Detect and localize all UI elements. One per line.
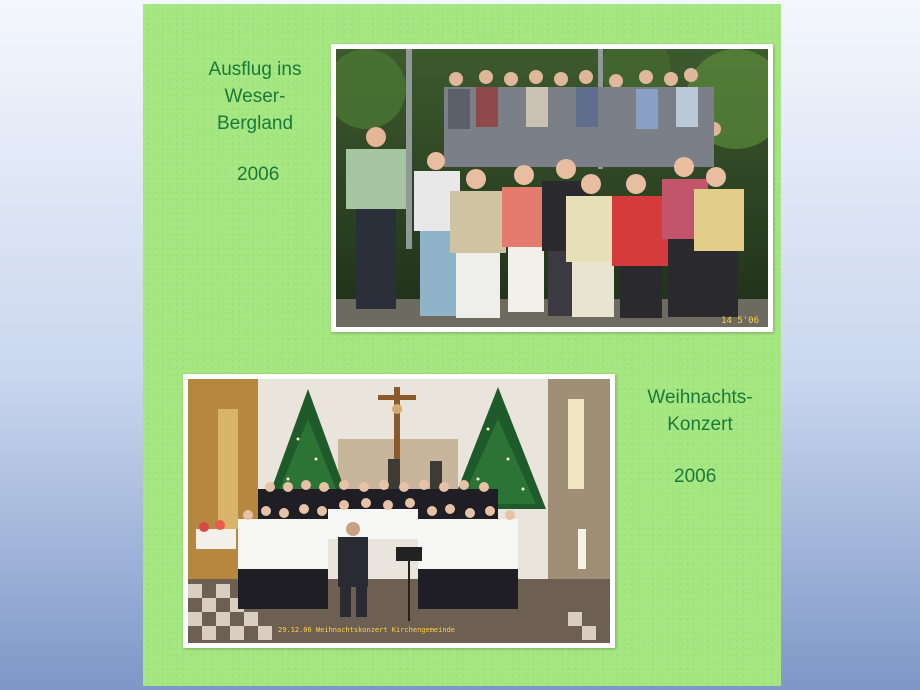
concert-year: 2006 (674, 466, 717, 487)
trip-caption (195, 56, 315, 137)
christmas-concert-photo-image (188, 379, 610, 643)
concert-caption-line-1: Weihnachts- (647, 387, 753, 408)
group-trip-photo (331, 44, 773, 332)
trip-caption-line-1: Ausflug ins (208, 59, 302, 80)
trip-year: 2006 (237, 164, 280, 185)
photo-caption-stamp: 29.12.06 Weihnachtskonzert Kirchengemeinde (278, 626, 456, 634)
concert-caption-line-2: Konzert (667, 414, 733, 435)
trip-caption-line-2: Weser- (224, 86, 286, 107)
concert-caption (630, 384, 770, 438)
trip-caption-line-3: Bergland (216, 113, 294, 134)
group-trip-photo-image (336, 49, 768, 327)
christmas-concert-photo (183, 374, 615, 648)
album-page (143, 4, 781, 686)
photo-date-stamp: 14 5'06 (721, 316, 759, 326)
